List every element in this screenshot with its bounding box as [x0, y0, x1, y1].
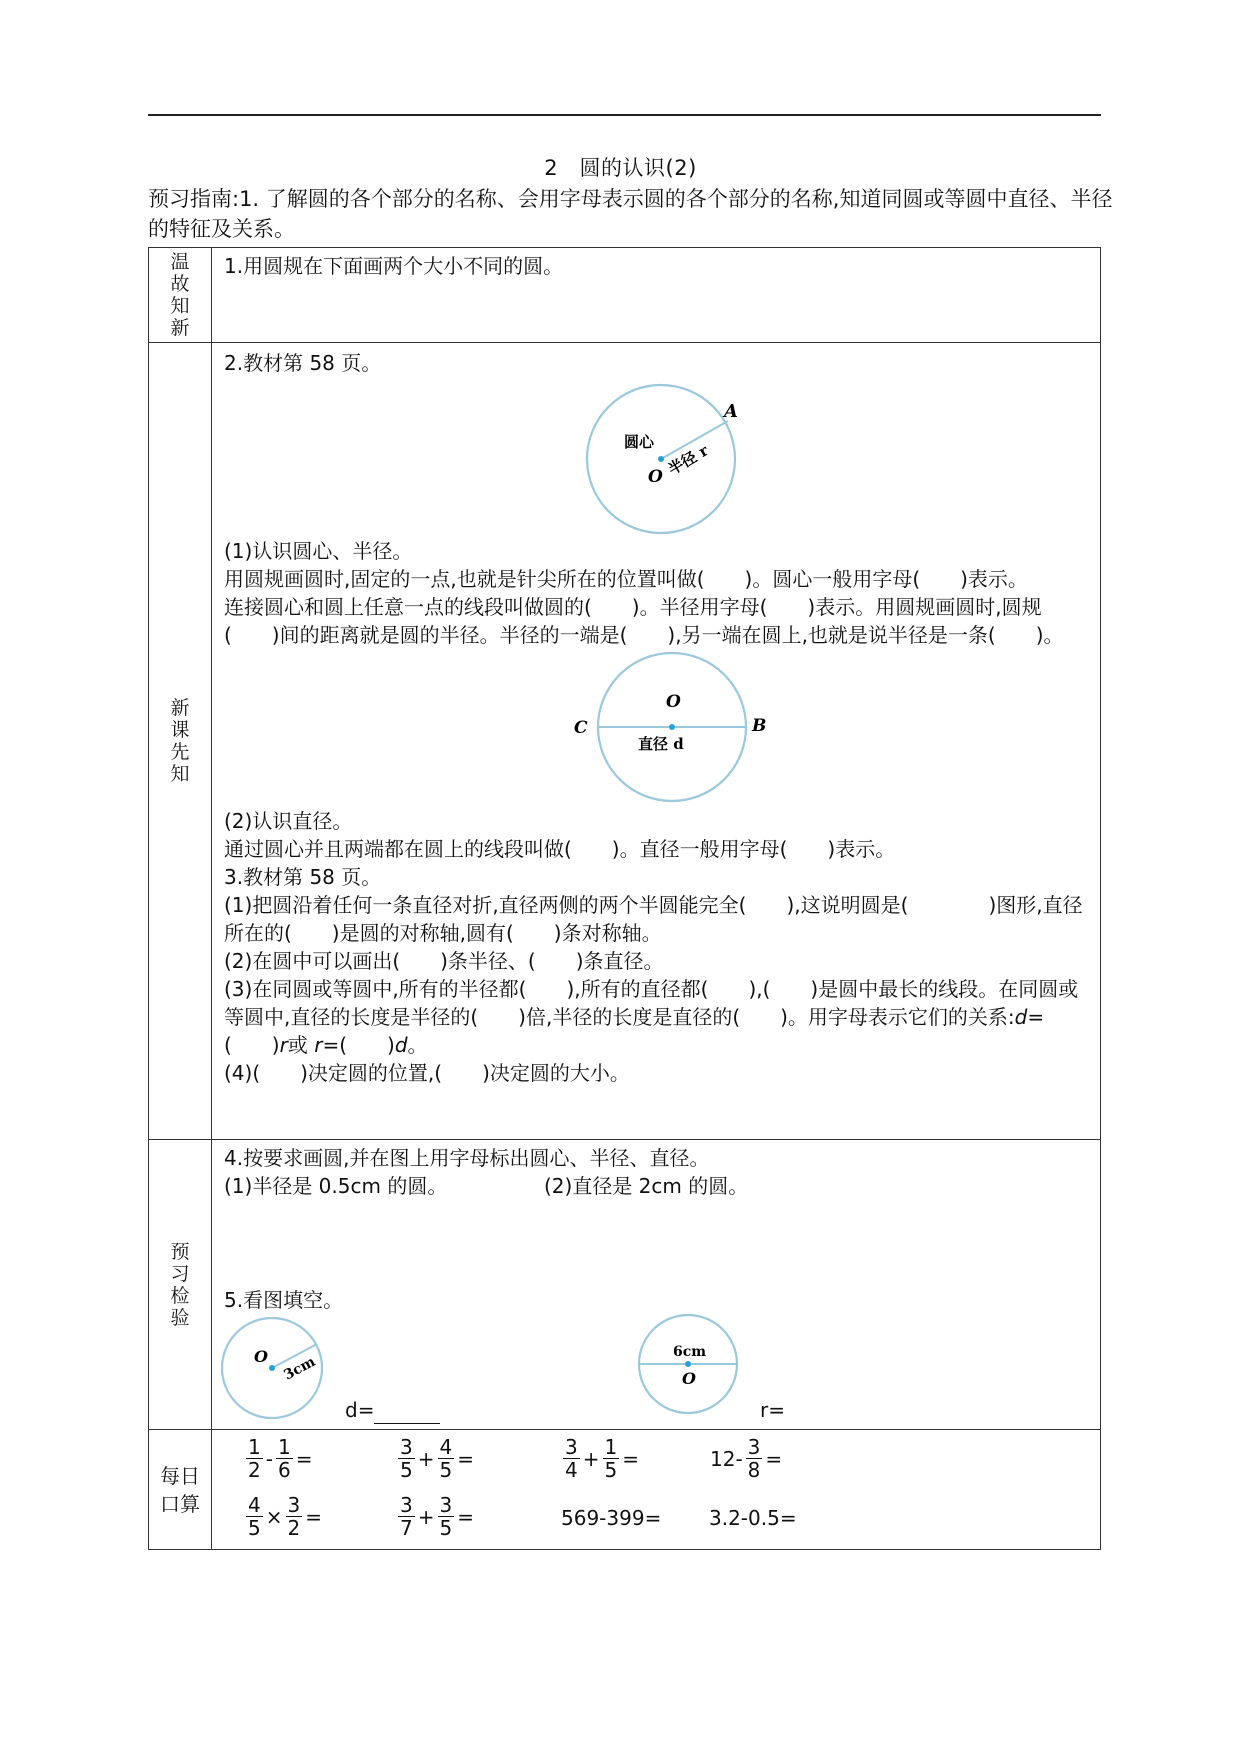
top-rule: [148, 114, 1101, 116]
row-daily: [149, 1430, 1101, 1550]
part-1-title: (1)认识圆心、半径。: [224, 539, 413, 563]
equals-sign: =: [305, 1504, 322, 1529]
fraction: [398, 1494, 415, 1539]
question-4-1: (1)半径是 0.5cm 的圆。: [224, 1174, 448, 1198]
equals-sign: =: [457, 1446, 474, 1471]
fraction: [438, 1436, 455, 1481]
denominator: 5: [439, 1458, 453, 1482]
label-6cm: 6cm: [673, 1344, 707, 1360]
denominator: 2: [248, 1458, 261, 1482]
numerator: 4: [248, 1493, 261, 1517]
question-3-2: (2)在圆中可以画出( )条半径、( )条直径。: [224, 949, 664, 973]
row-new: [149, 343, 1101, 1140]
label-b: B: [752, 716, 767, 736]
label-3cm: 3cm: [281, 1353, 319, 1384]
numerator: 3: [565, 1435, 578, 1459]
denominator: 5: [248, 1516, 261, 1540]
denominator: 7: [400, 1516, 413, 1540]
operator: +: [417, 1446, 435, 1471]
fraction: [398, 1436, 415, 1481]
whole-number: 12-: [710, 1446, 743, 1471]
row-check: [149, 1140, 1101, 1430]
section-label-check: 预习检验: [149, 1140, 212, 1430]
fraction: [563, 1436, 580, 1481]
diameter-label: 直径 d: [638, 735, 684, 753]
numerator: 3: [747, 1435, 761, 1459]
label-o-4: O: [682, 1369, 696, 1388]
equals-sign: =: [765, 1446, 783, 1471]
operator: ×: [265, 1504, 283, 1529]
part-2-title: (2)认识直径。: [224, 809, 353, 833]
answer-d: d=: [345, 1396, 440, 1424]
daily-content: [212, 1430, 1101, 1550]
mental-math-area: [212, 1430, 1100, 1548]
question-5-title: 5.看图填空。: [224, 1288, 344, 1312]
mental-math-item: [396, 1436, 475, 1481]
part-1-text-2: 连接圆心和圆上任意一点的线段叫做圆的( )。半径用字母( )表示。用圆规画圆时,圆规( )间的距离就是圆的半径。半径的一端是( ),另一端在圆上,也就是说半径是一条( )。: [224, 595, 1064, 647]
diameter-figure: [224, 649, 1084, 807]
operator: +: [417, 1504, 435, 1529]
equals-sign: =: [295, 1446, 313, 1471]
answer-r: r=: [760, 1398, 785, 1422]
section-label-new: 新课先知: [149, 343, 212, 1140]
check-content: [212, 1140, 1101, 1430]
fraction: [438, 1494, 455, 1539]
mental-math-item: [396, 1494, 475, 1539]
center-dot-2: [669, 724, 675, 730]
numerator: 3: [400, 1493, 413, 1517]
mental-math-item: [561, 1436, 640, 1481]
row-review: [149, 248, 1101, 343]
fraction: [246, 1494, 263, 1539]
preview-guide: 预习指南:1. 了解圆的各个部分的名称、会用字母表示圆的各个部分的名称,知道同圆或等圆中直径、半径的特征及关系。: [148, 187, 1113, 241]
page-title: 2 圆的认识(2): [544, 156, 697, 180]
mental-math-item: [244, 1436, 313, 1481]
part-1-text-1: 用圆规画圆时,固定的一点,也就是针尖所在的位置叫做( )。圆心一般用字母( )表示。: [224, 567, 1028, 591]
question-3-4: (4)( )决定圆的位置,( )决定圆的大小。: [224, 1061, 630, 1085]
numerator: 3: [287, 1493, 301, 1517]
new-content: [212, 343, 1101, 1140]
center-dot-4: [685, 1361, 691, 1367]
denominator: 8: [747, 1458, 761, 1482]
operator: -: [265, 1446, 273, 1471]
answer-d-blank[interactable]: [374, 1405, 440, 1424]
mental-math-item: [709, 1506, 797, 1530]
mental-math-item: [709, 1436, 783, 1481]
worksheet-table: [148, 247, 1101, 1550]
label-a: A: [724, 401, 738, 422]
fraction: [746, 1436, 763, 1481]
question-3-3: (3)在同圆或等圆中,所有的半径都( ),所有的直径都( ),( )是圆中最长的线段。在同圆或等圆中,直径的长度是半径的( )倍,半径的长度是直径的( )。用字母表示它们的关系:d=( )r或 r=( )d。: [224, 977, 1079, 1057]
mental-math-item: [244, 1494, 323, 1539]
expression-text: 569-399=: [561, 1506, 662, 1530]
denominator: 5: [604, 1458, 618, 1482]
operator: +: [582, 1446, 600, 1471]
numerator: 4: [439, 1435, 453, 1459]
fraction: [246, 1436, 263, 1481]
question-4-title: 4.按要求画圆,并在图上用字母标出圆心、半径、直径。: [224, 1146, 710, 1170]
numerator: 1: [604, 1435, 618, 1459]
fraction: [603, 1436, 620, 1481]
question-3-title: 3.教材第 58 页。: [224, 865, 382, 889]
denominator: 5: [439, 1516, 453, 1540]
denominator: 6: [277, 1458, 291, 1482]
center-dot-3: [269, 1365, 275, 1371]
radius-label: 半径 r: [665, 441, 712, 479]
expression-text: 3.2-0.5=: [709, 1506, 797, 1530]
section-label-review: 温故知新: [149, 248, 212, 343]
fill-figures: [212, 1314, 1092, 1422]
radius-figure: [224, 377, 1084, 537]
numerator: 3: [400, 1435, 413, 1459]
review-content: [212, 248, 1101, 343]
section-label-daily: 每日 口算: [149, 1430, 212, 1550]
numerator: 1: [248, 1435, 261, 1459]
part-2-text-1: 通过圆心并且两端都在圆上的线段叫做( )。直径一般用字母( )表示。: [224, 837, 896, 861]
numerator: 3: [439, 1493, 453, 1517]
center-label: 圆心: [624, 433, 655, 451]
fraction: [276, 1436, 293, 1481]
label-c: C: [574, 718, 588, 738]
question-2-title: 2.教材第 58 页。: [224, 351, 382, 375]
question-1: 1.用圆规在下面画两个大小不同的圆。: [224, 254, 564, 278]
center-dot: [658, 456, 664, 462]
fraction: [286, 1494, 303, 1539]
label-o-2: O: [666, 692, 681, 712]
equals-sign: =: [457, 1504, 474, 1529]
denominator: 5: [400, 1458, 413, 1482]
question-3-1: (1)把圆沿着任何一条直径对折,直径两侧的两个半圆能完全( ),这说明圆是( )图形,直径所在的( )是圆的对称轴,圆有( )条对称轴。: [224, 893, 1083, 945]
numerator: 1: [277, 1435, 291, 1459]
label-o: O: [648, 467, 663, 487]
denominator: 2: [287, 1516, 301, 1540]
equals-sign: =: [622, 1446, 639, 1471]
denominator: 4: [565, 1458, 578, 1482]
question-4-2: (2)直径是 2cm 的圆。: [544, 1174, 749, 1198]
mental-math-item: [561, 1506, 661, 1530]
label-o-3: O: [254, 1347, 268, 1366]
